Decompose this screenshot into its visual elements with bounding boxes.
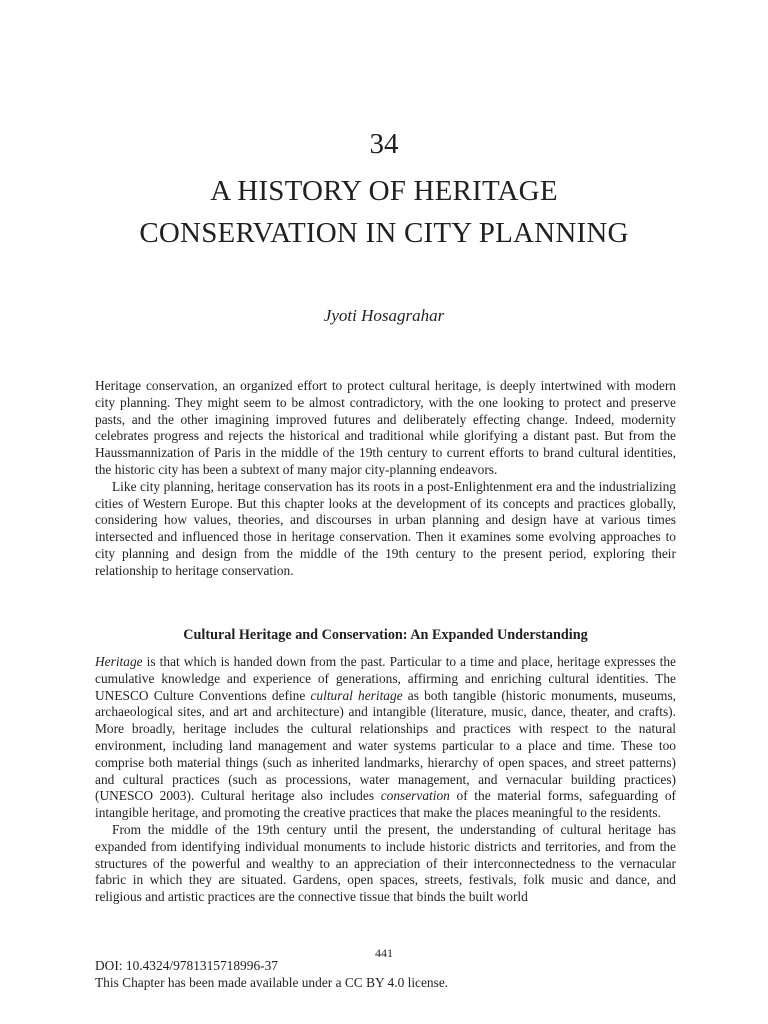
doi-text: DOI: 10.4324/9781315718996-37 <box>95 958 278 973</box>
intro-paragraph-1: Heritage conservation, an organized effort to protect cultural heritage, is deeply intertwined with modern city planning. They might seem to be almost contradictory, with the one looking to protect and preserve pasts, and the other imagining improved futures and deliberately effecting change. Indeed, modernity celebrates progress and rejects the historical and traditional while glorifying a distant past. But from the Haussmannization of Paris in the middle of the 19th century to current efforts to brand cultural identities, the historic city has been a subtext of many major city-planning endeavors. <box>95 378 676 477</box>
term-heritage: Heritage <box>95 654 143 669</box>
term-conservation: conservation <box>380 788 450 804</box>
chapter-number: 34 <box>369 128 399 160</box>
paragraph-1-part-a: is that which is handed down from the past. Particular to a time and place, heritage expresses the cumulative knowledge and experience of generations, affirming and enriching cultural identities. The UNESCO Culture Conventions define <box>95 654 676 703</box>
section-heading: Cultural Heritage and Conservation: An Expanded Understanding <box>183 627 588 643</box>
section-paragraph-1 <box>95 654 676 822</box>
author-name: Jyoti Hosagrahar <box>323 306 445 325</box>
paragraph-1-part-b: as both tangible (historic monuments, museums, archaeological sites, and art and architecture) and intangible (literature, music, dance, theater, and crafts). More broadly, heritage includes the cultural relationships and practices with respect to the natural environment, including land management and water systems particular to a place and time. These too comprise both material things (such as inherited landmarks, hierarchy of open spaces, and street patterns) and cultural practices (such as processions, water management, and vernacular building practices) (UNESCO 2003). Cultural heritage also includes <box>95 687 676 804</box>
paragraph-1-part-c: of the material forms, safeguarding of intangible heritage, and promoting the creative practices that make the places meaningful to the residents. <box>95 788 676 821</box>
page-number: 441 <box>375 946 393 960</box>
term-cultural-heritage: cultural heritage <box>310 687 403 703</box>
license-text: This Chapter has been made available under a CC BY 4.0 license. <box>95 975 449 990</box>
section-body <box>95 654 676 906</box>
chapter-title: A HISTORY OF HERITAGE CONSERVATION IN CITY PLANNING <box>139 175 629 249</box>
intro-paragraph-2: Like city planning, heritage conservation has its roots in a post-Enlightenment era and the industrializing cities of Western Europe. But this chapter looks at the development of its concepts and practices globally, considering how values, theories, and discourses in urban planning and design have at various times intersected and influenced those in heritage conservation. Then it examines some evolving approaches to city planning and design from the middle of the 19th century to the present period, exploring their relationship to heritage conservation. <box>95 478 676 578</box>
intro-section <box>95 378 676 580</box>
section-paragraph-2: From the middle of the 19th century until the present, the understanding of cultural heritage has expanded from identifying individual monuments to include historic districts and territories, and from the structures of the powerful and wealthy to an appreciation of their interconnectedness to the vernacular fabric in which they are situated. Gardens, open spaces, streets, festivals, folk music and dance, and religious and artistic practices are the connective tissue that binds the built world <box>95 821 676 905</box>
